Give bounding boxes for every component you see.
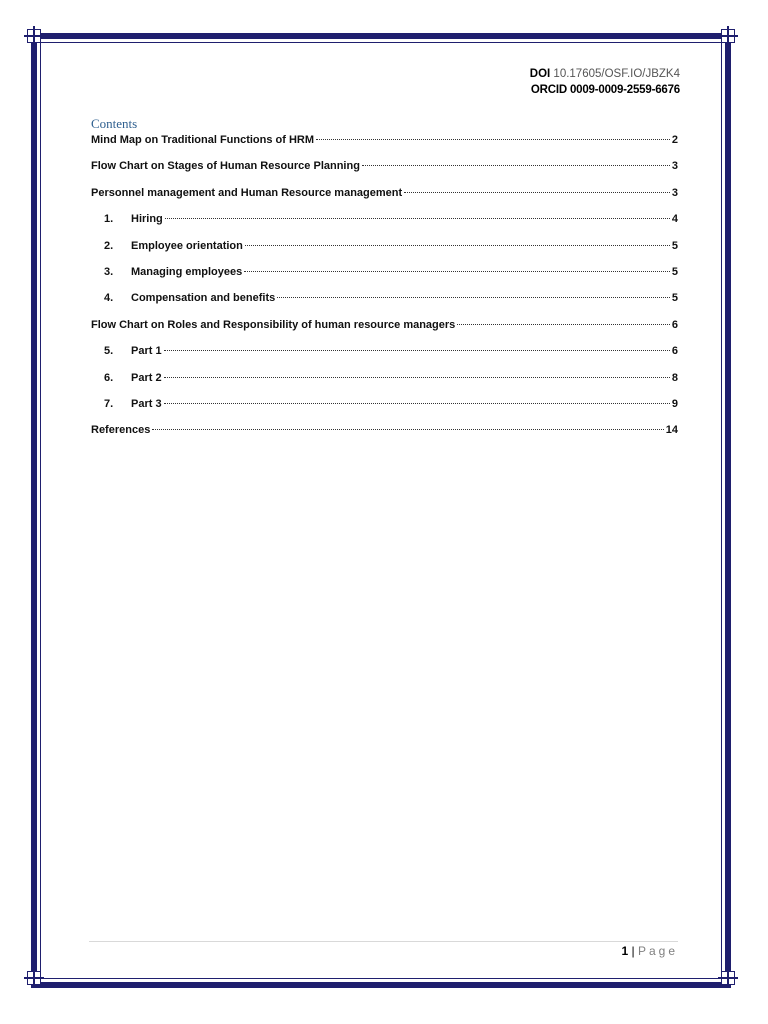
toc-leader [164,349,670,351]
toc-entry-text: Compensation and benefits [131,292,276,305]
toc-leader [152,428,663,430]
toc-entry-text: Part 3 [131,397,162,410]
toc-subentry[interactable] [91,213,678,239]
toc-entry-page: 14 [665,424,678,437]
toc-entry-text: Personnel management and Human Resource management [91,186,403,199]
orcid-label: ORCID [530,84,567,96]
orcid-line [530,82,680,98]
toc-leader [245,244,670,246]
toc-entry-text: Flow Chart on Roles and Responsibility of human resource managers [91,318,456,331]
toc-entry-number: 5. [104,345,114,358]
toc-entry-page: 5 [671,265,678,278]
toc-leader [277,296,670,298]
toc-title: Contents [91,116,138,131]
toc-entry-number: 2. [104,239,114,252]
toc-entry-text: Mind Map on Traditional Functions of HRM [91,134,315,146]
toc-entry-number: 4. [104,292,114,305]
corner-ornament-icon [721,971,735,985]
toc-entry-text: Part 2 [131,371,162,384]
toc-leader [165,217,670,219]
toc-subentry[interactable] [91,292,678,318]
toc-entry-page: 6 [671,345,678,358]
toc-leader [164,376,670,378]
corner-ornament-icon [27,29,41,43]
page-word: Page [637,944,678,958]
page-number: 1 [621,944,629,958]
toc-leader [457,323,670,325]
page-footer [621,944,678,958]
toc-leader [404,191,670,193]
toc-entry[interactable] [91,187,678,213]
doi-line [530,66,680,82]
toc-entry-page: 2 [671,134,678,146]
toc-entry-page: 3 [671,186,678,199]
toc-entry[interactable] [91,319,678,345]
toc-entry-text: Part 1 [131,345,162,358]
toc-entry-text: Flow Chart on Stages of Human Resource Planning [91,160,360,173]
toc-entry[interactable] [91,424,678,450]
document-header [530,66,680,98]
toc-leader [244,270,670,272]
toc-entry[interactable] [91,160,678,186]
toc-leader [316,138,670,140]
toc-subentry[interactable] [91,345,678,371]
toc-entry-page: 4 [671,213,678,226]
orcid-value: 0009-0009-2559-6676 [569,84,680,96]
toc-entry-text: Managing employees [131,265,243,278]
corner-ornament-icon [721,29,735,43]
toc-entry-page: 8 [671,371,678,384]
doi-label: DOI [529,68,551,80]
toc-leader [362,164,670,166]
toc-entry-text: References [91,424,151,437]
toc-subentry[interactable] [91,398,678,424]
toc-entry-text: Employee orientation [131,239,243,252]
toc-entry-page: 9 [671,397,678,410]
table-of-contents [91,134,678,451]
toc-entry-page: 3 [671,160,678,173]
toc-entry-page: 6 [671,318,678,331]
toc-entry-number: 1. [104,213,114,226]
toc-entry-page: 5 [671,239,678,252]
toc-entry[interactable] [91,134,678,160]
toc-subentry[interactable] [91,372,678,398]
toc-subentry[interactable] [91,266,678,292]
toc-leader [164,402,670,404]
corner-ornament-icon [27,971,41,985]
toc-entry-number: 3. [104,265,114,278]
toc-entry-page: 5 [671,292,678,305]
doi-value[interactable]: 10.17605/OSF.IO/JBZK4 [553,68,680,80]
footer-divider [89,941,678,942]
toc-subentry[interactable] [91,240,678,266]
footer-separator: | [631,944,635,958]
toc-entry-text: Hiring [131,213,163,226]
toc-entry-number: 7. [104,397,114,410]
toc-entry-number: 6. [104,371,114,384]
